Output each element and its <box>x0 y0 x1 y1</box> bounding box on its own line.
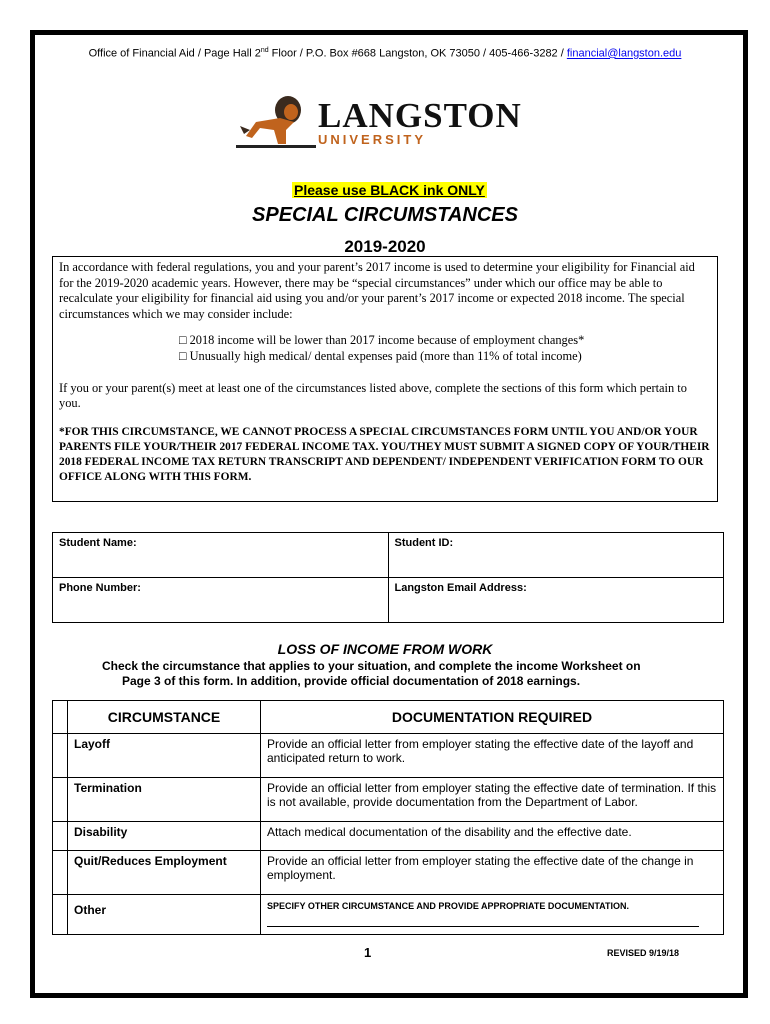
quit-checkbox[interactable] <box>53 851 68 895</box>
office-address-rest: Floor / P.O. Box #668 Langston, OK 73050 / 405-466-3282 / <box>268 47 567 60</box>
other-instruction: SPECIFY OTHER CIRCUMSTANCE AND PROVIDE APPROPRIATE DOCUMENTATION. <box>267 901 630 911</box>
email-address-field[interactable] <box>388 578 724 623</box>
checkbox-icon[interactable]: □ <box>179 333 187 348</box>
bullet-income-lower: 2018 income will be lower than 2017 income because of employment changes* <box>189 333 585 348</box>
student-id-field[interactable] <box>388 533 724 578</box>
circumstance-header: CIRCUMSTANCE <box>68 701 261 734</box>
lion-icon <box>236 92 316 152</box>
phone-number-field[interactable] <box>53 578 389 623</box>
loss-instructions-line2: Page 3 of this form. In addition, provide official documentation of 2018 earnings. <box>122 674 581 688</box>
intro-paragraph: In accordance with federal regulations, you and your parent’s 2017 income is used to determine your eligibility for Financial aid for the 2019-2020 academic years. However, there may be “special circumstances” under which our office may be able to recalculate your eligibility for financial aid using you and/or your parent’s 2017 income or expected 2018 income. The special circumstances which we may consider include: <box>59 260 695 321</box>
logo-name: LANGSTON <box>318 96 522 135</box>
documentation-header: DOCUMENTATION REQUIRED <box>261 701 724 734</box>
university-logo <box>236 92 556 152</box>
circumstance-termination: Termination <box>68 778 261 822</box>
page-number: 1 <box>364 945 372 960</box>
circumstance-quit: Quit/Reduces Employment <box>68 851 261 895</box>
ink-notice: Please use BLACK ink ONLY <box>294 182 485 198</box>
circumstance-table <box>52 700 724 935</box>
circumstance-disability: Disability <box>68 822 261 851</box>
important-note: *FOR THIS CIRCUMSTANCE, WE CANNOT PROCESS A SPECIAL CIRCUMSTANCES FORM UNTIL YOU AND/OR YOUR PARENTS FILE YOUR/THEIR 2017 FEDERAL INCOME TAX. YOU/THEY MUST SUBMIT A SIGNED COPY OF YOUR/THEIR 2018 FEDERAL INCOME TAX RETURN TRANSCRIPT AND DEPENDENT/ INDEPENDENT VERIFICATION FORM TO OUR OFFICE ALONG WITH THIS FORM. <box>59 425 710 483</box>
other-specify-line <box>267 926 699 927</box>
documentation-other[interactable] <box>261 895 724 935</box>
student-info-table <box>52 532 724 623</box>
loss-section-title: LOSS OF INCOME FROM WORK <box>277 641 493 657</box>
office-header <box>0 47 770 60</box>
documentation-quit: Provide an official letter from employer stating the effective date of the change in employment. <box>261 851 724 895</box>
instruction-paragraph: If you or your parent(s) meet at least one of the circumstances listed above, complete the sections of this form which pertain to you. <box>59 380 687 411</box>
phone-number-label: Phone Number: <box>59 582 141 594</box>
revision-date: REVISED 9/19/18 <box>607 948 680 958</box>
table-row <box>53 822 724 851</box>
disability-checkbox[interactable] <box>53 822 68 851</box>
office-address: Office of Financial Aid / Page Hall 2 <box>88 47 261 60</box>
floor-suffix: nd <box>260 47 269 54</box>
intro-box <box>52 256 718 502</box>
form-title: SPECIAL CIRCUMSTANCES <box>252 204 518 226</box>
checkbox-column-header <box>53 701 68 734</box>
bullet-medical-expenses: Unusually high medical/ dental expenses paid (more than 11% of total income) <box>189 348 582 363</box>
other-checkbox[interactable] <box>53 895 68 935</box>
table-row <box>53 734 724 778</box>
checkbox-icon[interactable]: □ <box>179 348 187 363</box>
student-id-label: Student ID: <box>394 537 454 549</box>
documentation-termination: Provide an official letter from employer stating the effective date of termination. If this is not available, provide documentation from the Department of Labor. <box>261 778 724 822</box>
office-email-link[interactable]: financial@langston.edu <box>566 47 682 60</box>
student-name-field[interactable] <box>53 533 389 578</box>
circumstance-layoff: Layoff <box>68 734 261 778</box>
documentation-layoff: Provide an official letter from employer stating the effective date of the layoff and anticipated return to work. <box>261 734 724 778</box>
circumstance-other: Other <box>68 895 261 935</box>
loss-instructions-line1: Check the circumstance that applies to your situation, and complete the income Worksheet on <box>102 659 641 673</box>
table-header-row <box>53 701 724 734</box>
table-row <box>53 895 724 935</box>
documentation-disability: Attach medical documentation of the disability and the effective date. <box>261 822 724 851</box>
circumstance-list <box>179 333 711 364</box>
table-row <box>53 778 724 822</box>
termination-checkbox[interactable] <box>53 778 68 822</box>
layoff-checkbox[interactable] <box>53 734 68 778</box>
email-address-label: Langston Email Address: <box>394 582 527 594</box>
table-row <box>53 851 724 895</box>
academic-year: 2019-2020 <box>344 237 426 256</box>
student-name-label: Student Name: <box>59 537 137 549</box>
logo-subtitle: UNIVERSITY <box>318 132 427 147</box>
